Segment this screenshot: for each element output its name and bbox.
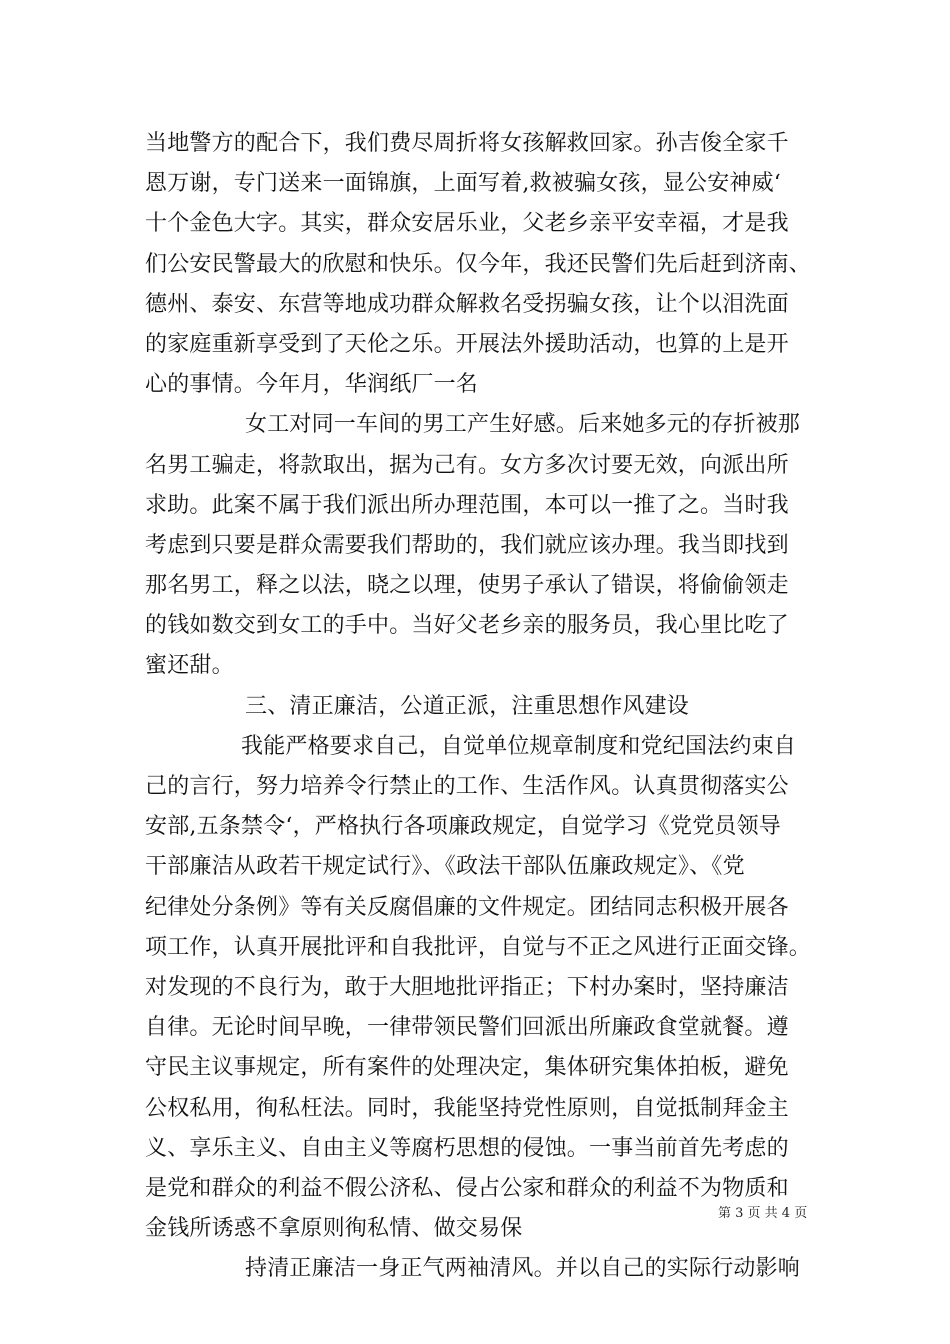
text-line: 金钱所诱惑不拿原则徇私情、做交易保 <box>145 1216 523 1242</box>
text-line: 安部,五条禁令‘，严格执行各项廉政规定，自觉学习《党党员领导 <box>145 814 781 840</box>
text-line: 蜜还甜。 <box>145 653 234 679</box>
text-line: 的钱如数交到女工的手中。当好父老乡亲的服务员，我心里比吃了 <box>145 613 789 639</box>
page-number: 第 3 页 共 4 页 <box>718 1206 808 1221</box>
text-line: 德州、泰安、东营等地成功群众解救名受拐骗女孩，让个以泪洗面 <box>145 291 789 317</box>
text-line: 对发现的不良行为，敢于大胆地批评指正；下村办案时，坚持廉洁 <box>145 974 789 1000</box>
text-line: 那名男工，释之以法，晓之以理，使男子承认了错误，将偷偷领走 <box>145 573 789 599</box>
text-line: 干部廉洁从政若干规定试行》、《政法干部队伍廉政规定》、《党 <box>145 854 745 880</box>
text-line: 己的言行，努力培养令行禁止的工作、生活作风。认真贯彻落实公 <box>145 774 789 799</box>
text-line: 是党和群众的利益不假公济私、侵占公家和群众的利益不为物质和 <box>145 1175 789 1201</box>
body-text <box>145 124 815 1289</box>
text-line: 十个金色大字。其实，群众安居乐业，父老乡亲平安幸福，才是我 <box>145 211 789 237</box>
text-line: 公权私用，徇私枉法。同时，我能坚持党性原则，自觉抵制拜金主 <box>145 1095 789 1121</box>
text-line: 考虑到只要是群众需要我们帮助的，我们就应该办理。我当即找到 <box>145 532 789 558</box>
text-line: 心的事情。今年月，华润纸厂一名 <box>145 372 479 398</box>
text-line: 名男工骗走，将款取出，据为己有。女方多次讨要无效，向派出所 <box>145 452 789 478</box>
text-line: 守民主议事规定，所有案件的处理决定，集体研究集体拍板，避免 <box>145 1055 789 1081</box>
text-line: 义、享乐主义、自由主义等腐朽思想的侵蚀。一事当前首先考虑的 <box>145 1135 789 1161</box>
text-line: 求助。此案不属于我们派出所办理范围，本可以一推了之。当时我 <box>145 492 789 518</box>
text-line: 纪律处分条例》等有关反腐倡廉的文件规定。团结同志积极开展各 <box>145 894 789 920</box>
text-line: 自律。无论时间早晚，一律带领民警们回派出所廉政食堂就餐。遵 <box>145 1015 789 1041</box>
text-line: 项工作，认真开展批评和自我批评，自觉与不正之风进行正面交锋。 <box>145 934 812 960</box>
section-heading: 三、清正廉洁，公道正派，注重思想作风建设 <box>245 693 690 719</box>
text-line: 恩万谢，专门送来一面锦旗，上面写着,救被骗女孩，显公安神威‘ <box>145 171 781 197</box>
paragraph-start-line: 持清正廉洁一身正气两袖清风。并以自己的实际行动影响 <box>245 1256 801 1282</box>
text-line: 当地警方的配合下，我们费尽周折将女孩解救回家。孙吉俊全家千 <box>145 131 789 156</box>
text-line: 们公安民警最大的欣慰和快乐。仅今年，我还民警们先后赶到济南、 <box>145 251 812 277</box>
text-line: 的家庭重新享受到了天伦之乐。开展法外援助活动，也算的上是开 <box>145 331 789 357</box>
paragraph-start-line: 女工对同一车间的男工产生好感。后来她多元的存折被那 <box>245 412 801 438</box>
paragraph-start-line: 我能严格要求自己，自觉单位规章制度和党纪国法约束自 <box>241 733 797 759</box>
